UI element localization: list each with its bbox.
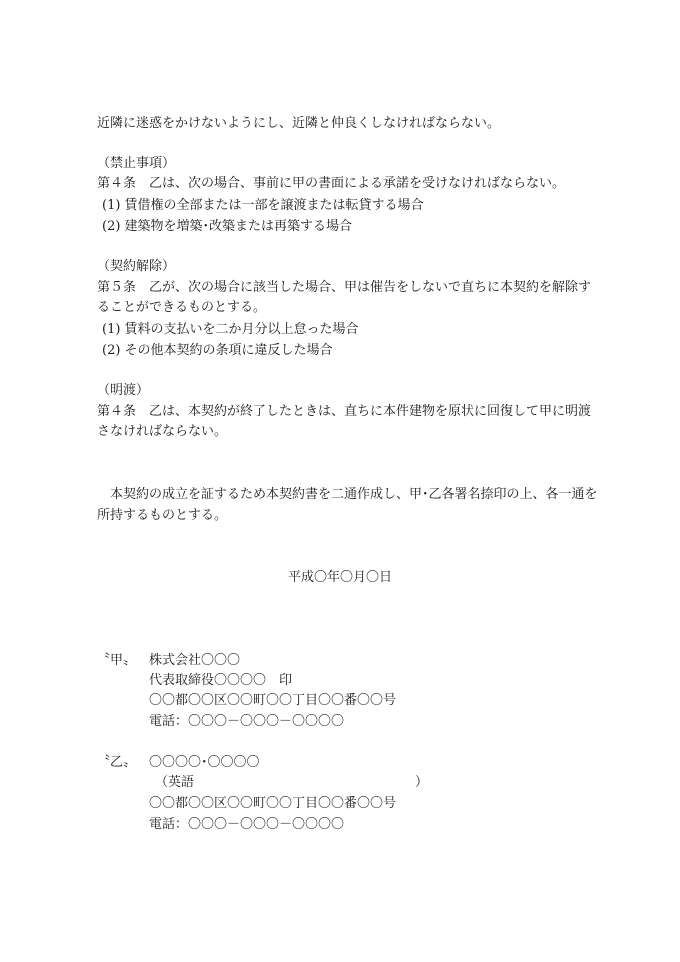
party-b-name: 〇〇〇〇･〇〇〇〇 [149, 755, 260, 770]
party-a-representative: 代表取締役〇〇〇〇 印 [149, 673, 293, 688]
party-a-company: 株式会社〇〇〇 [149, 653, 241, 668]
termination-heading: （契約解除） [97, 259, 176, 274]
prohibited-item-2: (2) 建築物を増築･改築または再築する場合 [102, 219, 353, 234]
party-a-label: 〝甲〟 [97, 653, 137, 668]
closing-line1: 本契約の成立を証するため本契約書を二通作成し、甲･乙各署名捺印の上、各一通を [97, 487, 598, 502]
party-b-phone: 電話：〇〇〇－〇〇〇－〇〇〇〇 [149, 817, 345, 832]
party-b-english: （英語 ） [155, 775, 429, 790]
termination-article-line2: ることができるものとする。 [97, 300, 267, 315]
party-a-address: 〇〇都〇〇区〇〇町〇〇丁目〇〇番〇〇号 [149, 693, 397, 708]
prohibited-item-1: (1) 賃借権の全部または一部を譲渡または転貸する場合 [102, 198, 424, 213]
closing-line2: 所持するものとする。 [97, 508, 228, 523]
prohibited-heading: （禁止事項） [97, 156, 176, 171]
termination-item-2: (2) その他本契約の条項に違反した場合 [102, 343, 333, 358]
contract-date: 平成〇年〇月〇日 [287, 570, 392, 585]
party-a-phone: 電話：〇〇〇－〇〇〇－〇〇〇〇 [149, 714, 345, 729]
party-b-address: 〇〇都〇〇区〇〇町〇〇丁目〇〇番〇〇号 [149, 796, 397, 811]
prohibited-article: 第４条 乙は、次の場合、事前に甲の書面による承諾を受けなければならない。 [97, 176, 566, 191]
surrender-article-line2: さなければならない。 [97, 424, 228, 439]
termination-item-1: (1) 賃料の支払いを二か月分以上怠った場合 [102, 322, 359, 337]
termination-article-line1: 第５条 乙が、次の場合に該当した場合、甲は催告をしないで直ちに本契約を解除す [97, 280, 592, 295]
surrender-article-line1: 第４条 乙は、本契約が終了したときは、直ちに本件建物を原状に回復して甲に明渡 [97, 404, 592, 419]
intro-text: 近隣に迷惑をかけないようにし、近隣と仲良くしなければならない。 [97, 116, 501, 131]
surrender-heading: （明渡） [97, 383, 150, 398]
party-b-label: 〝乙〟 [97, 755, 137, 770]
